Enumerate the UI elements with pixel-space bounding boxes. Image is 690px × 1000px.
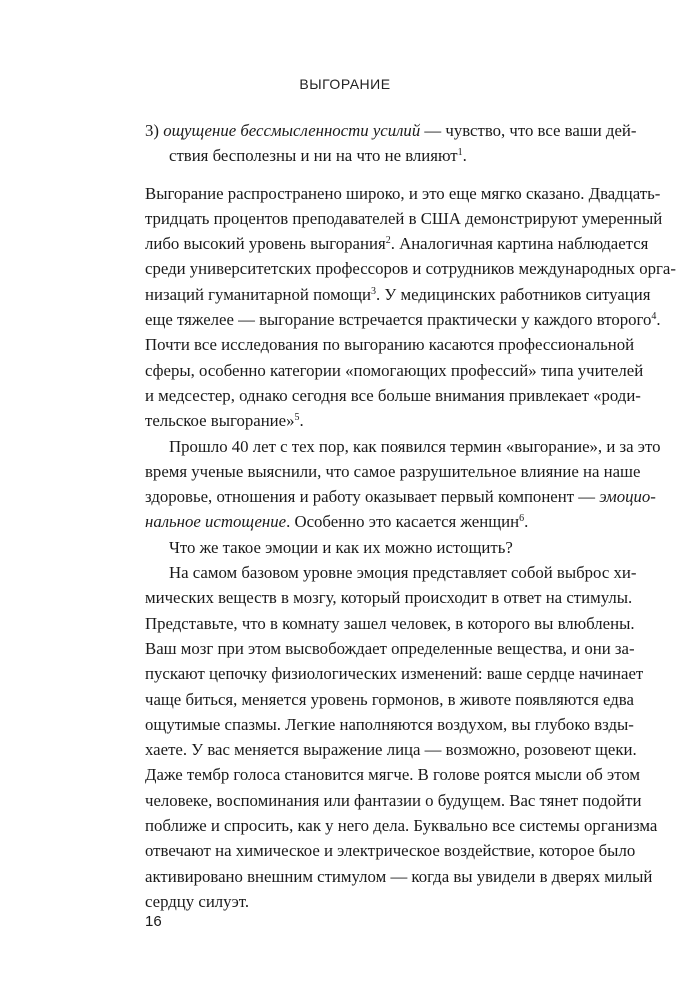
paragraph-line: пускают цепочку физиологических изменений: ваше сердце начинает bbox=[145, 664, 644, 684]
paragraph-line: человеке, воспоминания или фантазии о будущем. Вас тянет подойти bbox=[145, 790, 642, 810]
paragraph-line: сердцу силуэт. bbox=[145, 891, 250, 911]
text-run: еще тяжелее — выгорание встречается практически у каждого второго bbox=[145, 310, 652, 330]
paragraph-line: Даже тембр голоса становится мягче. В голове роятся мысли об этом bbox=[145, 765, 641, 785]
list-number: 3) bbox=[145, 121, 159, 140]
list-item-line bbox=[145, 118, 637, 143]
paragraph-line: мических веществ в мозгу, который происходит в ответ на стимулы. bbox=[145, 588, 633, 608]
paragraph-line: Выгорание распространено широко, и это еще мягко сказано. Двадцать- bbox=[145, 183, 661, 203]
paragraph-line: время ученые выяснили, что самое разрушительное влияние на наше bbox=[145, 461, 641, 481]
footnote-ref: 3 bbox=[371, 285, 377, 297]
paragraph-line: Прошло 40 лет с тех пор, как появился термин «выгорание», и за это bbox=[169, 436, 661, 456]
text-run: тельское выгорание» bbox=[145, 411, 295, 431]
emphasis: нальное истощение bbox=[145, 512, 287, 532]
text-run: низаций гуманитарной помощи bbox=[145, 284, 372, 304]
text-run: . bbox=[656, 310, 661, 330]
paragraph-line: и медсестер, однако сегодня все больше внимания привлекает «роди- bbox=[145, 385, 641, 405]
emphasis: эмоцио- bbox=[599, 487, 656, 507]
paragraph-line: отвечают на химическое и электрическое воздействие, которое было bbox=[145, 841, 636, 861]
list-item-line bbox=[145, 143, 612, 168]
text-run: либо высокий уровень выгорания bbox=[145, 234, 386, 254]
paragraph-line bbox=[145, 408, 612, 433]
page-number: 16 bbox=[145, 913, 162, 930]
paragraph-line bbox=[145, 509, 612, 534]
paragraph-line: среди университетских профессоров и сотрудников международных орга- bbox=[145, 259, 676, 279]
list-text: — чувство, что все ваши дей- bbox=[420, 121, 637, 140]
footnote-ref: 1 bbox=[457, 147, 463, 159]
paragraph-line: сферы, особенно категории «помогающих профессий» типа учителей bbox=[145, 360, 644, 380]
footnote-ref: 4 bbox=[651, 311, 657, 323]
paragraph-line: ощутимые спазмы. Легкие наполняются воздухом, вы глубоко взды- bbox=[145, 714, 634, 734]
paragraph-line: Что же такое эмоции и как их можно истощить? bbox=[169, 537, 513, 557]
text-run: . bbox=[299, 411, 304, 431]
body-text bbox=[145, 118, 676, 914]
paragraph-line bbox=[145, 231, 649, 256]
paragraph-line: хаете. У вас меняется выражение лица — возможно, розовеют щеки. bbox=[145, 740, 637, 760]
list-term: ощущение бессмысленности усилий bbox=[163, 121, 421, 140]
footnote-ref: 6 bbox=[519, 513, 525, 525]
paragraph-line: Почти все исследования по выгоранию касаются профессиональной bbox=[145, 335, 635, 355]
footnote-ref: 5 bbox=[294, 412, 300, 424]
paragraph-line: Представьте, что в комнату зашел человек, в которого вы влюблены. bbox=[145, 613, 635, 633]
list-text: ствия бесполезны и ни на что не влияют bbox=[169, 146, 458, 166]
paragraph-line: активировано внешним стимулом — когда вы увидели в дверях милый bbox=[145, 866, 653, 886]
text-run: . bbox=[524, 512, 529, 532]
paragraph-line bbox=[145, 282, 651, 307]
paragraph-line: поближе и спросить, как у него дела. Буквально все системы организма bbox=[145, 816, 658, 836]
paragraph-line: чаще биться, меняется уровень гормонов, в животе появляются едва bbox=[145, 689, 634, 709]
text-run: . У медицинских работников ситуация bbox=[376, 284, 651, 304]
footnote-ref: 2 bbox=[385, 235, 391, 247]
paragraph-line bbox=[145, 307, 661, 332]
text-run: . Аналогичная картина наблюдается bbox=[390, 234, 649, 254]
paragraph-line bbox=[145, 484, 656, 509]
paragraph-line: Ваш мозг при этом высвобождает определенные вещества, и они за- bbox=[145, 638, 635, 658]
punctuation: . bbox=[462, 146, 467, 166]
paragraph-line: На самом базовом уровне эмоция представляет собой выброс хи- bbox=[169, 563, 637, 583]
text-run: здоровье, отношения и работу оказывает первый компонент — bbox=[145, 487, 600, 507]
text-run: . Особенно это касается женщин bbox=[286, 512, 520, 532]
paragraph-line: тридцать процентов преподавателей в США демонстрируют умеренный bbox=[145, 208, 663, 228]
running-head: ВЫГОРАНИЕ bbox=[299, 76, 391, 92]
paragraph-gap bbox=[145, 169, 612, 181]
